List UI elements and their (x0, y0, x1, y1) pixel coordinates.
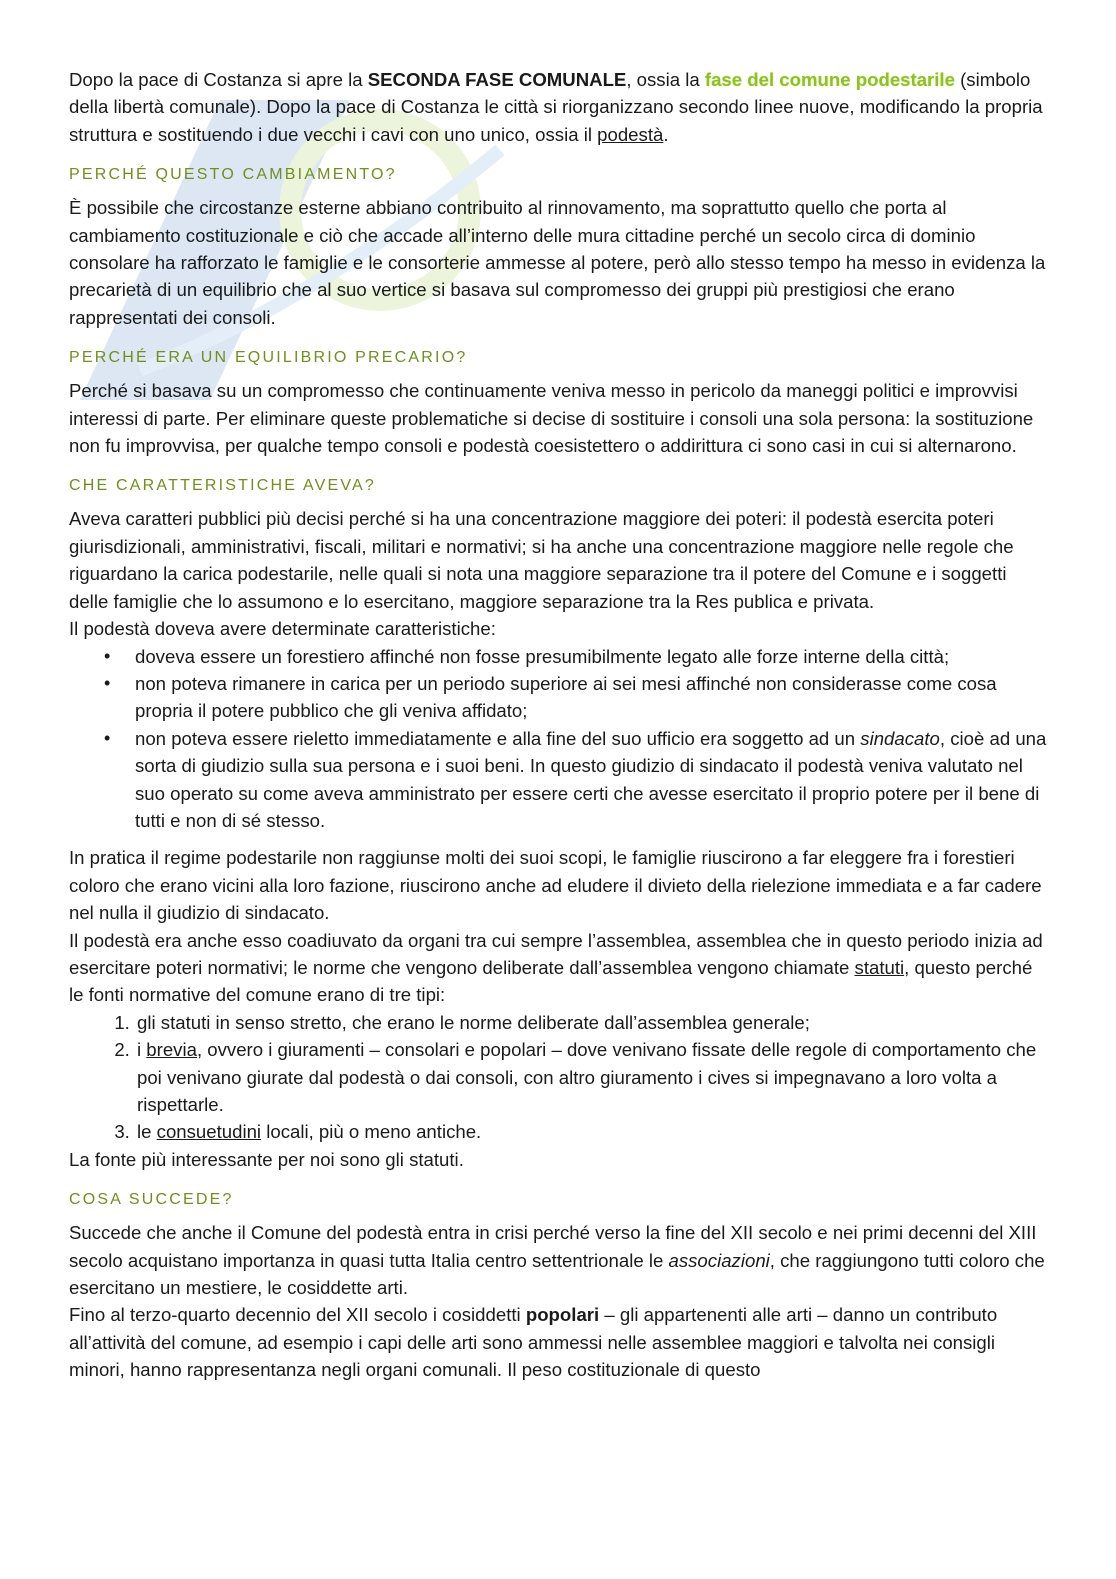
numbered-list (69, 1009, 1049, 1146)
list-text: locali, più o meno antiche. (261, 1121, 482, 1143)
para-underlined: statuti (854, 956, 905, 978)
list-italic: sindacato (860, 727, 940, 749)
intro-text: , ossia la (626, 69, 705, 90)
intro-text: (simbolo della libertà comunale). Dopo la pace di Costanza le città si riorganizzano secondo linee nuove, modificando la propria struttura e sostituendo i due vecchi i cavi con uno unico, ossia il (69, 69, 1043, 145)
list-item: • doveva essere un forestiero affinché non fosse presumibilmente legato alle forze interne della città; (135, 643, 1049, 670)
para-text: Succede che anche il Comune del podestà entra in crisi perché verso la fine del XII secolo e nei primi decenni del XIII secolo acquistano importanza in quasi tutta Italia centro settentrionale le (69, 1222, 1037, 1271)
section-4-paragraph (69, 1219, 1049, 1301)
section-3-paragraph: La fonte più interessante per noi sono gli statuti. (69, 1148, 464, 1170)
para-italic: associazioni (668, 1249, 770, 1271)
intro-text: Dopo la pace di Costanza si apre la (69, 69, 368, 90)
list-text: le (137, 1121, 157, 1143)
intro-text: . (663, 123, 669, 145)
para-text: , che raggiungono tutti coloro che esercitano un mestiere, le cosiddette arti. (69, 1249, 1045, 1299)
section-3-paragraph (69, 927, 1049, 1009)
list-underlined: brevia (146, 1039, 197, 1061)
para-text: Il podestà era anche esso coadiuvato da organi tra cui sempre l’assemblea, assemblea che in questo periodo inizia ad esercitare poteri normativi; le norme che vengono deliberate dall’assemblea vengono chiamate (69, 929, 1043, 978)
para-text: – gli appartenenti alle arti – danno un contributo all’attività del comune, ad esempio i capi delle arti sono ammessi nelle assemblee maggiori e talvolta nei consigli minori, hanno rappresentanza negli organi comunali. Il peso costituzionale di questo (69, 1304, 998, 1381)
section-1-paragraph: È possibile che circostanze esterne abbiano contribuito al rinnovamento, ma soprattutto quello che porta al cambiamento costituzionale e ciò che accade all’interno delle mura cittadine perché un secolo circa di dominio consolare ha rafforzato le famiglie e le consorterie ammesse al potere, però allo stesso tempo ha messo in evidenza la precarietà di un equilibrio che al suo vertice si basava sul compromesso dei gruppi più prestigiosi che erano rappresentati dei consoli. (69, 197, 1046, 328)
para-text: , questo perché le fonti normative del comune erano di tre tipi: (69, 956, 1033, 1006)
para-text: Fino al terzo-quarto decennio del XII secolo i cosiddetti (69, 1304, 526, 1326)
section-4-paragraph (69, 1301, 1049, 1383)
list-text: , cioè ad una sorta di giudizio sulla sua persona e i suoi beni. In questo giudizio di sindacato il podestà veniva valutato nel suo operato su come aveva amministrato per essere certi che avesse esercitato il proprio potere per il bene di tutti e non di sé stesso. (135, 727, 1047, 831)
section-heading-1: PERCHÉ QUESTO CAMBIAMENTO? (69, 166, 397, 184)
section-3-paragraph: Aveva caratteri pubblici più decisi perché si ha una concentrazione maggiore dei poteri: il podestà esercita poteri giurisdizionali, amministrativi, fiscali, militari e normativi; si ha anche una concentrazione maggiore nelle regole che riguardano la carica podestarile, nelle quali si nota una maggiore separazione tra il potere del Comune e i soggetti delle famiglie che lo assumono e lo esercitano, maggiore separazione tra la Res publica e privata. (69, 508, 1014, 612)
bullet-list (69, 643, 1049, 835)
para-bold: popolari (525, 1304, 600, 1326)
section-heading-3: CHE CARATTERISTICHE AVEVA? (69, 477, 377, 495)
list-text: non poteva essere rieletto immediatamente e alla fine del suo ufficio era soggetto ad un (135, 727, 861, 749)
list-item: • non poteva rimanere in carica per un periodo superiore ai sei mesi affinché non considerasse come cosa propria il potere pubblico che gli veniva affidato; (135, 670, 1049, 725)
section-3-paragraph: In pratica il regime podestarile non raggiunse molti dei suoi scopi, le famiglie riuscirono a far eleggere fra i forestieri coloro che erano vicini alla loro fazione, riuscirono anche ad eludere il divieto della rielezione immediata e a far cadere nel nulla il giudizio di sindacato. (69, 847, 1042, 924)
section-heading-2: PERCHÉ ERA UN EQUILIBRIO PRECARIO? (69, 349, 468, 367)
list-item (135, 1118, 1049, 1145)
intro-paragraph (69, 66, 1049, 148)
list-text: , ovvero i giuramenti – consolari e popolari – dove venivano fissate delle regole di comportamento che poi venivano giurate dal podestà o dai consoli, con altro giuramento i cives si impegnavano a loro volta a rispettarle. (137, 1039, 1037, 1115)
intro-highlight: fase del comune podestarile (704, 69, 955, 90)
intro-underlined: podestà (597, 123, 664, 145)
section-3-paragraph: Il podestà doveva avere determinate caratteristiche: (69, 618, 496, 640)
list-item (135, 725, 1049, 835)
intro-bold: SECONDA FASE COMUNALE (367, 69, 627, 90)
section-heading-4: COSA SUCCEDE? (69, 1191, 234, 1209)
document-page (69, 66, 1049, 1384)
list-underlined: consuetudini (156, 1121, 262, 1143)
list-text: i (137, 1039, 147, 1061)
section-2-paragraph: Perché si basava su un compromesso che continuamente veniva messo in pericolo da maneggi politici e improvvisi interessi di parte. Per eliminare queste problematiche si decise di sostituire i consoli una sola persona: la sostituzione non fu improvvisa, per qualche tempo consoli e podestà coesistettero o addirittura ci sono casi in cui si alternarono. (69, 380, 1034, 457)
list-item (135, 1036, 1049, 1118)
list-item: 1. gli statuti in senso stretto, che erano le norme deliberate dall’assemblea generale; (135, 1009, 1049, 1036)
